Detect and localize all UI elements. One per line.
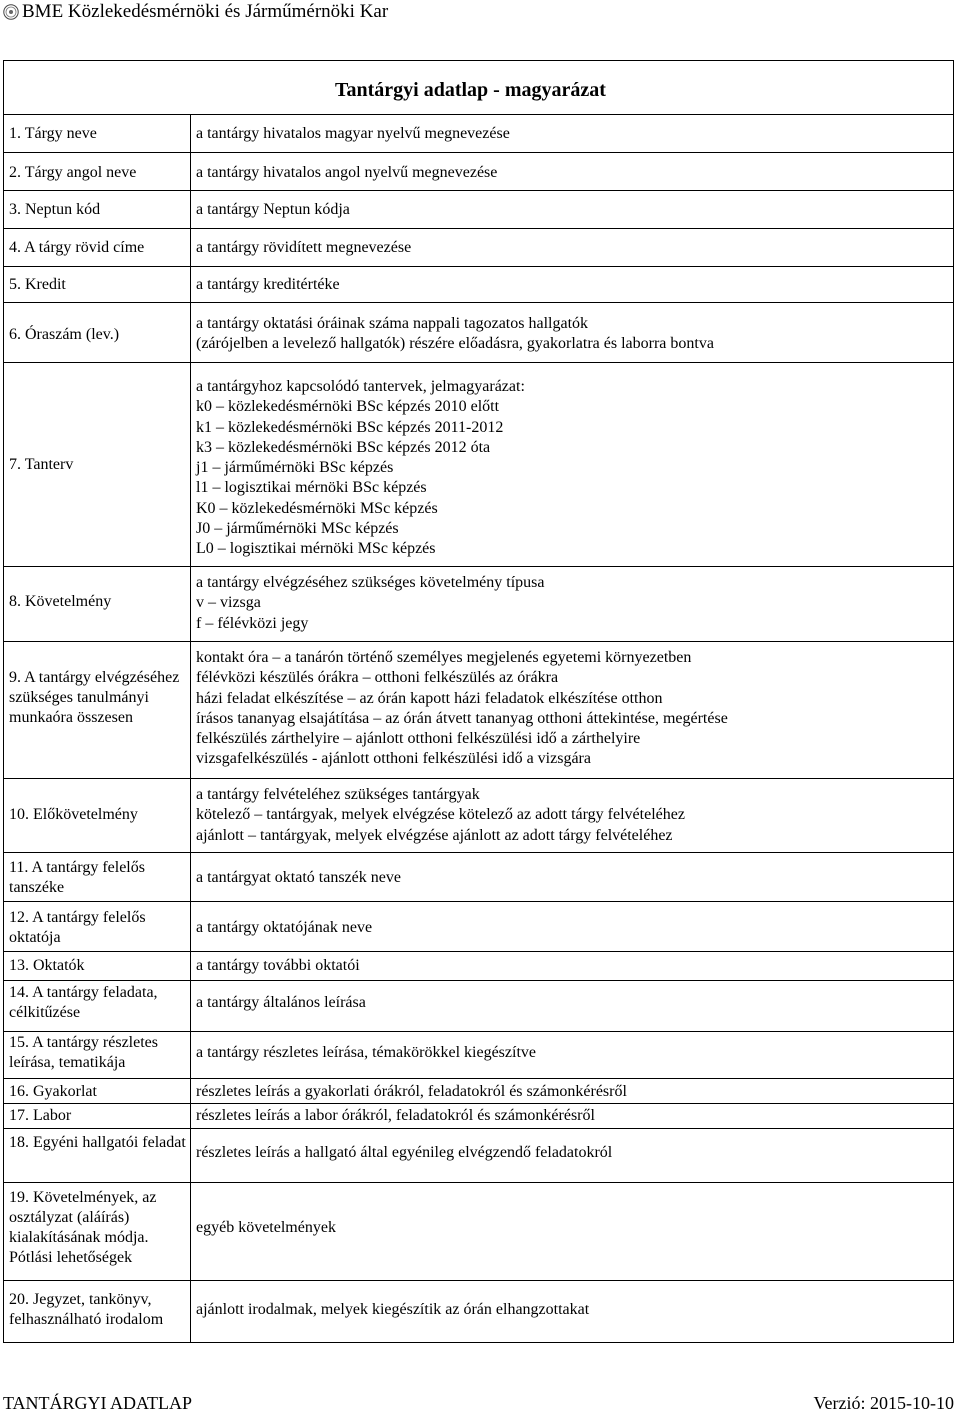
row-description — [196, 785, 956, 846]
description-line: a tantárgyhoz kapcsolódó tantervek, jelmagyarázat: — [196, 378, 525, 395]
row-description — [196, 124, 956, 144]
description-line: részletes leírás a labor órákról, feladatokról és számonkérésről — [196, 1107, 595, 1124]
row-description — [196, 868, 956, 888]
footer-right: Verzió: 2015-10-10 — [813, 1393, 954, 1413]
row-label: 9. A tantárgy elvégzéséhez szükséges tanulmányi munkaóra összesen — [9, 669, 180, 726]
header-title: BME Közlekedésmérnöki és Járműmérnöki Kar — [22, 1, 389, 22]
row-separator — [3, 266, 954, 267]
row-description — [196, 377, 956, 560]
row-label: 15. A tantárgy részletes leírása, tematikája — [9, 1034, 158, 1071]
description-line: félévközi készülés órákra – otthoni felkészülés az órákra — [196, 669, 559, 687]
row-label: 8. Követelmény — [9, 593, 112, 610]
row-description — [196, 1043, 956, 1063]
description-line: ajánlott irodalmak, melyek kiegészítik az órán elhangzottakat — [196, 1301, 590, 1318]
row-description — [196, 993, 956, 1013]
page-header — [0, 0, 960, 24]
row-separator — [3, 566, 954, 567]
description-line: k0 – közlekedésmérnöki BSc képzés 2010 előtt — [196, 398, 500, 416]
description-line: részletes leírás a hallgató által egyénileg elvégzendő feladatokról — [196, 1144, 613, 1161]
description-line: a tantárgy rövidített megnevezése — [196, 239, 412, 256]
row-label: 5. Kredit — [9, 276, 66, 293]
description-line: kötelező – tantárgyak, melyek elvégzése kötelező az adott tárgy felvételéhez — [196, 806, 685, 824]
row-description — [196, 1082, 956, 1102]
row-label: 11. A tantárgy felelős tanszéke — [9, 859, 145, 896]
row-label: 18. Egyéni hallgatói feladat — [9, 1134, 186, 1151]
description-line: k3 – közlekedésmérnöki BSc képzés 2012 óta — [196, 438, 491, 456]
row-description — [196, 956, 956, 976]
row-separator — [3, 1031, 954, 1032]
description-line: k1 – közlekedésmérnöki BSc képzés 2011-2012 — [196, 418, 504, 436]
row-label: 2. Tárgy angol neve — [9, 164, 137, 181]
description-line: írásos tananyag elsajátítása – az órán átvett tananyag otthoni áttekintése, megértése — [196, 709, 728, 727]
row-description — [196, 918, 956, 938]
row-description — [196, 163, 956, 183]
row-separator — [3, 1078, 954, 1079]
row-label: 3. Neptun kód — [9, 201, 101, 218]
row-label: 10. Előkövetelmény — [9, 806, 138, 823]
row-separator — [3, 980, 954, 981]
description-line: kontakt óra – a tanárón történő személyes megjelenés egyetemi környezetben — [196, 649, 692, 666]
row-description — [196, 573, 956, 634]
row-label: 16. Gyakorlat — [9, 1083, 97, 1100]
row-description — [196, 200, 956, 220]
row-separator — [3, 152, 954, 153]
description-line: J0 – járműmérnöki MSc képzés — [196, 520, 399, 538]
description-line: egyéb követelmények — [196, 1219, 336, 1236]
description-line: házi feladat elkészítése – az órán kapott házi feladatok elkészítése otthon — [196, 689, 663, 707]
row-separator — [3, 951, 954, 952]
row-label: 17. Labor — [9, 1107, 72, 1124]
row-separator — [3, 190, 954, 191]
row-separator — [3, 852, 954, 853]
description-line: j1 – járműmérnöki BSc képzés — [196, 459, 394, 477]
row-label: 4. A tárgy rövid címe — [9, 239, 145, 256]
row-description — [196, 1300, 956, 1320]
row-description — [196, 1143, 956, 1163]
description-line: K0 – közlekedésmérnöki MSc képzés — [196, 499, 438, 517]
row-description — [196, 275, 956, 295]
description-line: a tantárgyat oktató tanszék neve — [196, 869, 401, 886]
description-line: f – félévközi jegy — [196, 614, 309, 632]
row-separator — [3, 362, 954, 363]
description-line: a tantárgy hivatalos angol nyelvű megnevezése — [196, 164, 498, 181]
description-line: a tantárgy Neptun kódja — [196, 201, 350, 218]
row-label: 13. Oktatók — [9, 957, 85, 974]
row-label: 19. Követelmények, az osztályzat (aláírás) kialakításának módja. Pótlási lehetőségek — [9, 1189, 157, 1266]
row-separator — [3, 1342, 954, 1343]
row-separator — [3, 1280, 954, 1281]
row-label: 7. Tanterv — [9, 456, 74, 473]
row-label: 14. A tantárgy feladata, célkitűzése — [9, 984, 158, 1021]
description-line: a tantárgy hivatalos magyar nyelvű megnevezése — [196, 125, 510, 142]
row-separator — [3, 1182, 954, 1183]
row-description — [196, 1218, 956, 1238]
row-description — [196, 238, 956, 258]
description-line: v – vizsga — [196, 594, 261, 612]
description-line: l1 – logisztikai mérnöki BSc képzés — [196, 479, 427, 497]
footer-left: TANTÁRGYI ADATLAP — [3, 1393, 193, 1413]
row-description — [196, 314, 956, 355]
description-line: felkészülés zárthelyire – ajánlott otthoni felkészülési idő a zárthelyire — [196, 730, 641, 748]
row-label: 20. Jegyzet, tankönyv, felhasználható irodalom — [9, 1291, 164, 1328]
description-line: a tantárgy oktatójának neve — [196, 919, 373, 936]
description-line: a tantárgy elvégzéséhez szükséges követelmény típusa — [196, 574, 545, 591]
row-description — [196, 648, 956, 770]
row-separator — [3, 228, 954, 229]
description-line: a tantárgy részletes leírása, témakörökkel kiegészítve — [196, 1044, 536, 1061]
bme-seal-icon — [3, 4, 19, 20]
description-line: részletes leírás a gyakorlati órákról, feladatokról és számonkérésről — [196, 1083, 627, 1100]
description-line: (zárójelben a levelező hallgatók) részére előadásra, gyakorlatra és laborra bontva — [196, 335, 714, 353]
row-separator — [3, 1128, 954, 1129]
row-separator — [3, 302, 954, 303]
description-line: L0 – logisztikai mérnöki MSc képzés — [196, 540, 436, 558]
row-separator — [3, 114, 954, 115]
row-separator — [3, 641, 954, 642]
description-line: a tantárgy oktatási óráinak száma nappali tagozatos hallgatók — [196, 315, 589, 332]
description-line: a tantárgy felvételéhez szükséges tantárgyak — [196, 786, 480, 803]
row-separator — [3, 901, 954, 902]
description-line: ajánlott – tantárgyak, melyek elvégzése ajánlott az adott tárgy felvételéhez — [196, 826, 673, 844]
row-separator — [3, 778, 954, 779]
description-line: a tantárgy általános leírása — [196, 994, 366, 1011]
column-separator — [190, 114, 191, 1342]
row-separator — [3, 1103, 954, 1104]
description-line: a tantárgy kreditértéke — [196, 276, 340, 293]
row-label: 12. A tantárgy felelős oktatója — [9, 909, 146, 946]
row-label: 1. Tárgy neve — [9, 125, 97, 142]
row-label: 6. Óraszám (lev.) — [9, 326, 120, 343]
row-description — [196, 1106, 956, 1126]
description-line: a tantárgy további oktatói — [196, 957, 360, 974]
document-title: Tantárgyi adatlap - magyarázat — [335, 79, 606, 101]
description-line: vizsgafelkészülés - ajánlott otthoni felkészülési idő a vizsgára — [196, 750, 591, 768]
